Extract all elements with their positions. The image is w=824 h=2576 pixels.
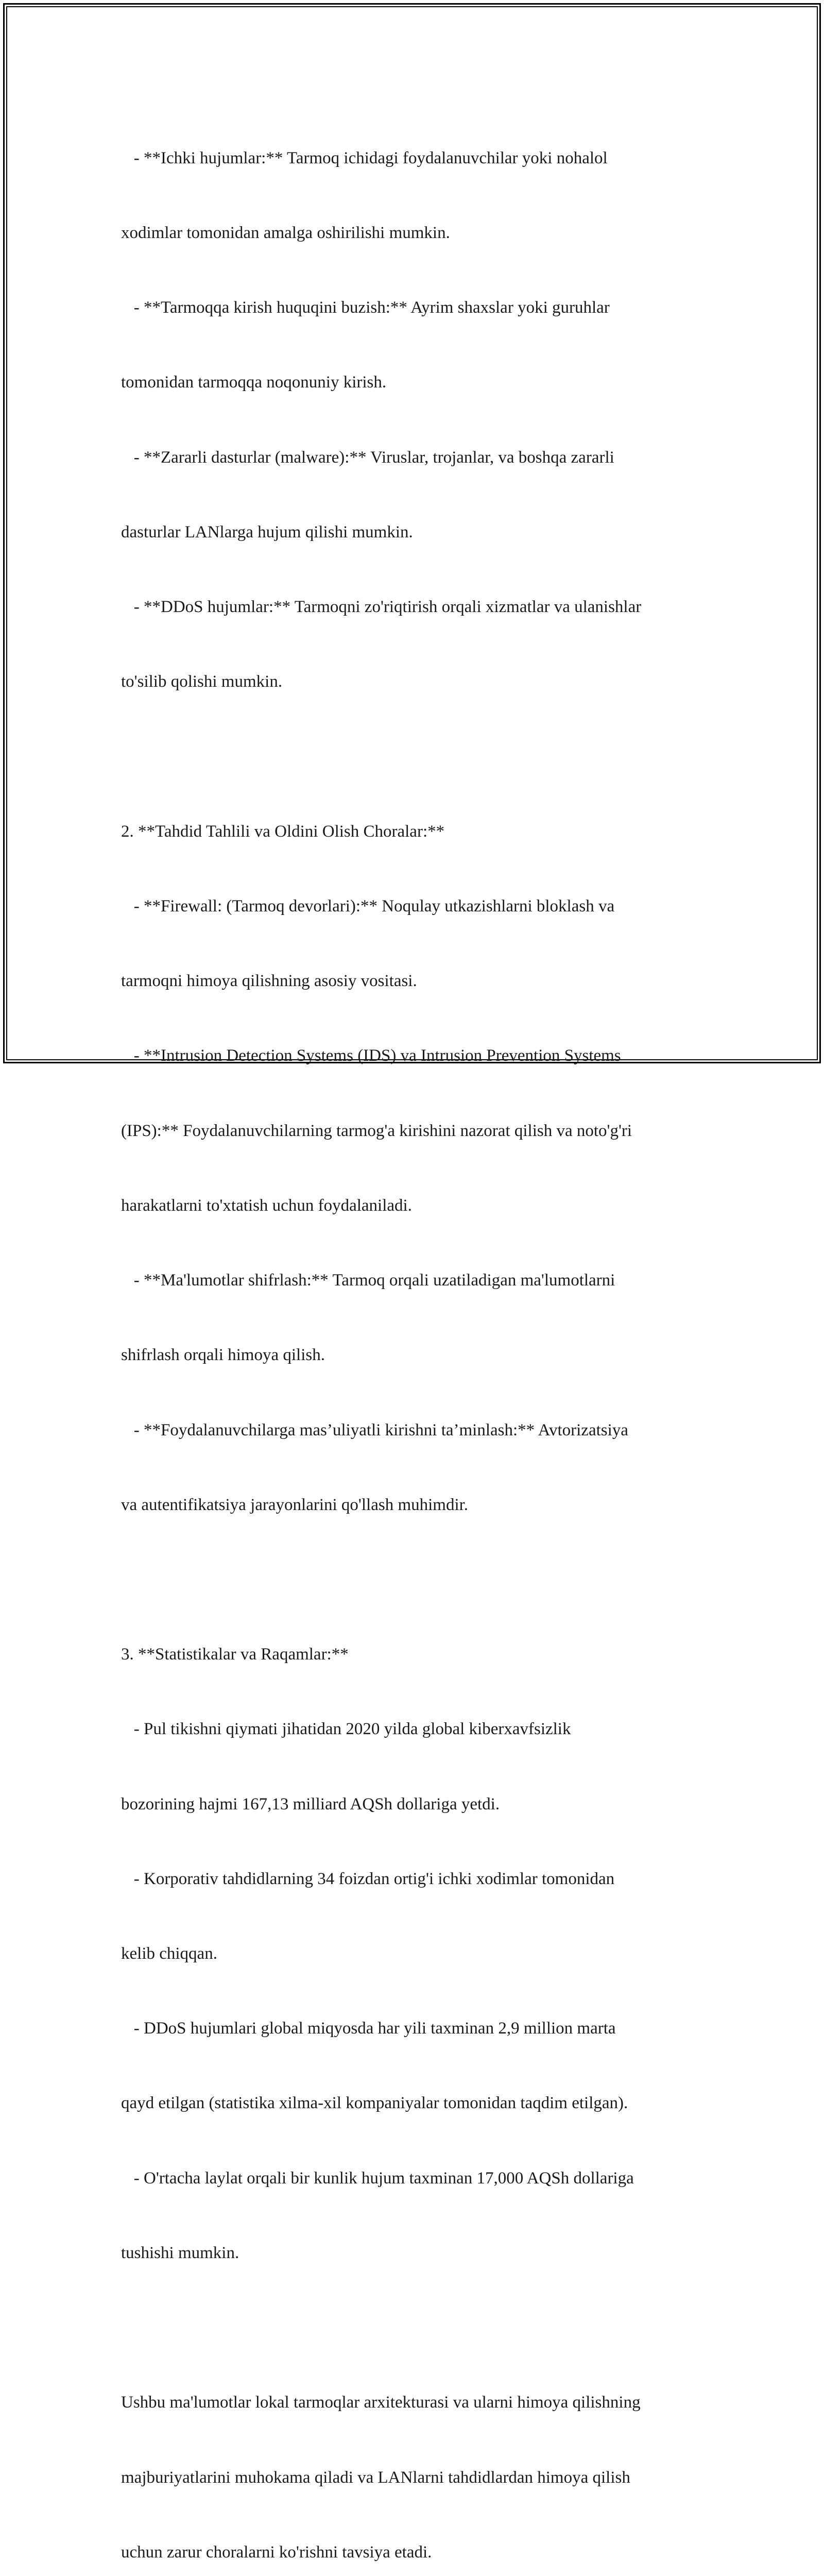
blank-line (121, 1567, 739, 1592)
line-13: - **Intrusion Detection Systems (IDS) va Intrusion Prevention Systems (121, 1046, 621, 1065)
line-11: - **Firewall: (Tarmoq devorlari):** Noqulay utkazishlarni bloklash va (121, 896, 615, 916)
line-02: xodimlar tomonidan amalga oshirilishi mumkin. (121, 224, 450, 243)
line-15: harakatlarni to'xtatish uchun foydalaniladi. (121, 1196, 412, 1215)
line-17: shifrlash orqali himoya qilish. (121, 1346, 325, 1365)
conclusion-line-2: majburiyatlarini muhokama qiladi va LANlarni tahdidlardan himoya qilish (121, 2468, 630, 2487)
line-03: - **Tarmoqqa kirish huquqini buzish:** Ayrim shaxslar yoki guruhlar (121, 298, 610, 317)
line-07: - **DDoS hujumlar:** Tarmoqni zo'riqtirish orqali xizmatlar va ulanishlar (121, 598, 642, 617)
line-16: - **Ma'lumotlar shifrlash:** Tarmoq orqali uzatiladigan ma'lumotlarni (121, 1271, 615, 1290)
line-23: bozorining hajmi 167,13 milliard AQSh dollariga yetdi. (121, 1794, 500, 1814)
line-26: - DDoS hujumlari global miqyosda har yili taxminan 2,9 million marta (121, 2019, 616, 2038)
section-heading-3: 3. **Statistikalar va Raqamlar:** (121, 1645, 349, 1664)
blank-line (121, 744, 739, 769)
line-12: tarmoqni himoya qilishning asosiy vositasi. (121, 972, 417, 991)
line-14: (IPS):** Foydalanuvchilarning tarmog'a kirishini nazorat qilish va noto'g'ri (121, 1121, 632, 1140)
line-29: tushishi mumkin. (121, 2243, 239, 2262)
document-body (121, 96, 739, 2576)
line-18: - **Foydalanuvchilarga mas’uliyatli kirishni ta’minlash:** Avtorizatsiya (121, 1420, 628, 1439)
line-06: dasturlar LANlarga hujum qilishi mumkin. (121, 522, 413, 541)
line-25: kelib chiqqan. (121, 1944, 217, 1963)
blank-line (121, 2315, 739, 2340)
line-24: - Korporativ tahdidlarning 34 foizdan ortig'i ichki xodimlar tomonidan (121, 1869, 615, 1888)
conclusion-line-1: Ushbu ma'lumotlar lokal tarmoqlar arxitekturasi va ularni himoya qilishning (121, 2393, 641, 2412)
section-heading-2: 2. **Tahdid Tahlili va Oldini Olish Choralar:** (121, 822, 445, 841)
line-27: qayd etilgan (statistika xilma-xil kompaniyalar tomonidan taqdim etilgan). (121, 2094, 628, 2113)
line-19: va autentifikatsiya jarayonlarini qo'llash muhimdir. (121, 1495, 469, 1514)
line-04: tomonidan tarmoqqa noqonuniy kirish. (121, 373, 387, 392)
line-01: - **Ichki hujumlar:** Tarmoq ichidagi foydalanuvchilar yoki nohalol (121, 148, 608, 167)
line-22: - Pul tikishni qiymati jihatidan 2020 yilda global kiberxavfsizlik (121, 1720, 571, 1739)
line-08: to'silib qolishi mumkin. (121, 672, 283, 691)
line-28: - O'rtacha laylat orqali bir kunlik hujum taxminan 17,000 AQSh dollariga (121, 2168, 634, 2188)
line-05: - **Zararli dasturlar (malware):** Viruslar, trojanlar, va boshqa zararli (121, 448, 614, 467)
conclusion-line-3: uchun zarur choralarni ko'rishni tavsiya etadi. (121, 2543, 432, 2562)
